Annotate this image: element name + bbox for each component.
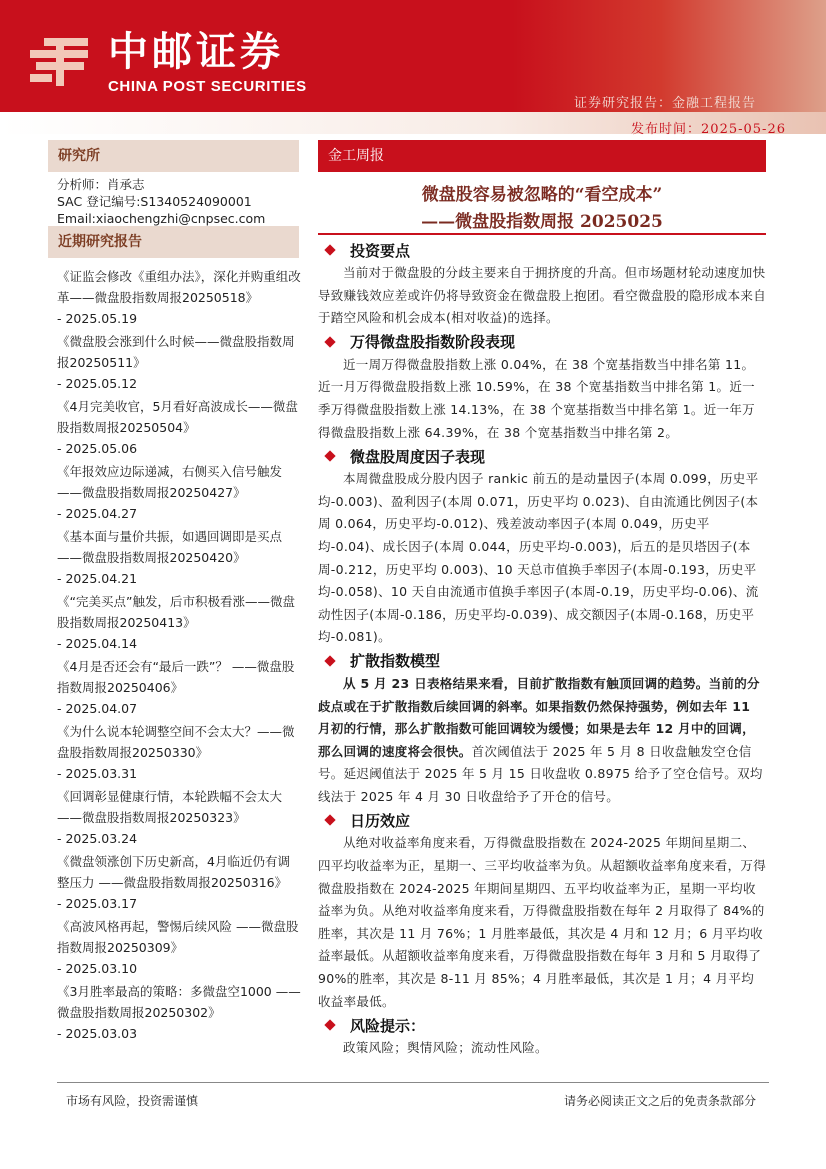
report-date: - 2025.04.27 [57,506,138,521]
section-heading [318,649,770,673]
section-paragraph: 本周微盘股成分股内因子 rankic 前五的是动量因子(本周 0.099，历史平均-0.003)、盈利因子(本周 0.071，历史平均 0.023)、自由流通比例因子(本周 0.064，历史平均-0.012)、残差波动率因子(本周 0.049，历史平均-0.04)、成长因子(本周 0.044，历史平均-0.003)，后五的是贝塔因子(本周-0.212，历史平均 0.003)、10 天总市值换手率因子(本周-0.193，历史平均-0.058)、10 天自由流通市值换手率因子(本周-0.19，历史平均-0.06)、流动性因子(本周-0.186，历史平均-0.039)、成交额因子(本周-0.168，历史平均-0.081)。 [318,471,759,645]
report-date: - 2025.05.12 [57,376,138,391]
report-title[interactable]: 《年报效应边际递减，右侧买入信号触发——微盘股指数周报20250427》 [57,464,283,500]
emphasis-text: 从 5 月 23 日表格结果来看，目前扩散指数有触顶回调的趋势。当前的分歧点或在于扩散指数后续回调的斜率。如果指数仍然保持强势，例如去年 11 月初的行情，那么扩散指数可能回调较为缓慢；如果是去年 12 月中的回调，那么回调的速度将会很快。 [318,675,760,759]
section-heading-text: 日历效应 [350,811,411,830]
diamond-bullet-icon [324,450,335,461]
report-date: - 2025.03.31 [57,766,138,781]
section-heading-text: 投资要点 [350,241,411,260]
normal-text: 首次阈值法于 2025 年 5 月 8 日收盘触发空仓信号。延迟阈值法于 2025 年 5 月 15 日收盘收 0.8975 给予了空仓信号。双均线法于 2025 年 4 月 30 日收盘给予了开仓的信号。 [318,743,763,804]
report-title[interactable]: 《4月是否还会有“最后一跌”？ ——微盘股指数周报20250406》 [57,659,295,695]
header-band [0,0,826,112]
recent-reports-heading: 近期研究报告 [48,226,299,258]
diamond-bullet-icon [324,655,335,666]
report-title[interactable]: 《为什么说本轮调整空间不会太大？——微盘股指数周报20250330》 [57,724,295,760]
list-item[interactable] [57,266,301,329]
list-item[interactable] [57,851,301,914]
section-heading-text: 风险提示： [350,1016,426,1035]
section-heading [318,808,770,832]
section-paragraph: 近一周万得微盘股指数上涨 0.04%，在 38 个宽基指数当中排名第 11。近一月万得微盘股指数上涨 10.59%，在 38 个宽基指数当中排名第 1。近一季万得微盘股指数上涨 14.13%，在 38 个宽基指数当中排名第 1。近一年万得微盘股指数上涨 64.39%，在 38 个宽基指数当中排名第 2。 [318,356,755,440]
logo-chinese-name: 中邮证券 [108,29,284,75]
analyst-name: 分析师：肖承志 [57,177,145,192]
section-paragraph [318,673,770,809]
report-title-main: 微盘股容易被忽略的“看空成本” [421,185,663,205]
list-item[interactable] [57,981,301,1044]
title-divider [318,233,766,235]
report-title[interactable]: 《回调彰显健康行情，本轮跌幅不会太大 ——微盘股指数周报20250323》 [57,789,283,825]
footer-risk-note: 市场有风险，投资需谨慎 [66,1094,199,1108]
section-heading-text: 万得微盘股指数阶段表现 [350,333,516,352]
report-title[interactable]: 《高波风格再起，警惕后续风险 ——微盘股指数周报20250309》 [57,919,299,955]
section-heading [318,238,770,262]
list-item[interactable] [57,786,301,849]
section-heading-text: 扩散指数模型 [350,652,441,671]
china-post-logo-icon [26,34,96,90]
list-item[interactable] [57,916,301,979]
list-item[interactable] [57,526,301,589]
main-content [318,238,770,1060]
report-date: - 2025.03.10 [57,961,138,976]
section-heading [318,330,770,354]
report-title[interactable]: 《微盘股会涨到什么时候——微盘股指数周报20250511》 [57,334,295,370]
list-item[interactable] [57,461,301,524]
section-paragraph: 当前对于微盘股的分歧主要来自于拥挤度的升高。但市场题材轮动速度加快导致赚钱效应差或许仍将导致资金在微盘股上抱团。看空微盘股的隐形成本来自于踏空风险和机会成本(相对收益)的选择。 [318,265,767,326]
report-date: - 2025.03.24 [57,831,138,846]
report-date: - 2025.05.06 [57,441,138,456]
report-type: 证券研究报告：金融工程报告 [573,96,756,111]
section-paragraph: 政策风险；舆情风险；流动性风险。 [343,1040,548,1056]
report-title-sub: ——微盘股指数周报 2025025 [421,212,663,232]
list-item[interactable] [57,591,301,654]
report-date: - 2025.03.17 [57,896,138,911]
report-title[interactable]: 《微盘领涨创下历史新高，4月临近仍有调整压力 ——微盘股指数周报20250316》 [57,854,290,890]
institute-heading: 研究所 [48,140,299,172]
footer-disclaimer-note: 请务必阅读正文之后的免责条款部分 [563,1094,756,1108]
logo-english-name: CHINA POST SECURITIES [108,78,307,95]
diamond-bullet-icon [324,815,335,826]
section-paragraph: 从绝对收益率角度来看，万得微盘股指数在 2024-2025 年期间星期二、四平均收益率为正，星期一、三平均收益率为负。从超额收益率角度来看，万得微盘股指数在 2024-2025 年期间星期四、五平均收益率为正，星期一平均收益率为负。从绝对收益率角度来看，万得微盘股指数在每年 2 月取得了 84%的胜率，其次是 11 月 76%；1 月胜率最低，其次是 4 月和 12 月；6 月平均收益率最低。从超额收益率角度来看，万得微盘股指数在每年 3 月和 5 月取得了 90%的胜率，其次是 8-11 月 85%；4 月胜率最低，其次是 1 月；4 月平均收益率最低。 [318,835,767,1009]
report-date: - 2025.04.21 [57,571,138,586]
section-heading [318,1013,770,1037]
analyst-info [57,176,265,227]
list-item[interactable] [57,656,301,719]
report-date: - 2025.05.19 [57,311,138,326]
list-item[interactable] [57,721,301,784]
report-title[interactable]: 《基本面与量价共振，如遇回调即是买点——微盘股指数周报20250420》 [57,529,283,565]
report-date: - 2025.03.03 [57,1026,138,1041]
report-date: - 2025.04.14 [57,636,138,651]
diamond-bullet-icon [324,1020,335,1031]
list-item[interactable] [57,331,301,394]
report-title[interactable]: 《4月完美收官，5月看好高波成长——微盘股指数周报20250504》 [57,399,298,435]
diamond-bullet-icon [324,244,335,255]
diamond-bullet-icon [324,336,335,347]
recent-reports-list [57,266,301,1046]
report-title[interactable]: 《3月胜率最高的策略：多微盘空1000 ——微盘股指数周报20250302》 [57,984,301,1020]
sac-number: SAC 登记编号:S1340524090001 [57,194,252,209]
publish-time: 发布时间：2025-05-26 [631,122,786,137]
report-title[interactable]: 《证监会修改《重组办法》，深化并购重组改革——微盘股指数周报20250518》 [57,269,301,305]
list-item[interactable] [57,396,301,459]
footer-divider [57,1082,769,1083]
section-heading [318,444,770,468]
report-title[interactable]: 《“完美买点”触发，后市积极看涨——微盘股指数周报20250413》 [57,594,295,630]
section-heading-text: 微盘股周度因子表现 [350,447,486,466]
report-tag: 金工周报 [318,140,766,172]
analyst-email: Email:xiaochengzhi@cnpsec.com [57,211,266,226]
report-date: - 2025.04.07 [57,701,138,716]
